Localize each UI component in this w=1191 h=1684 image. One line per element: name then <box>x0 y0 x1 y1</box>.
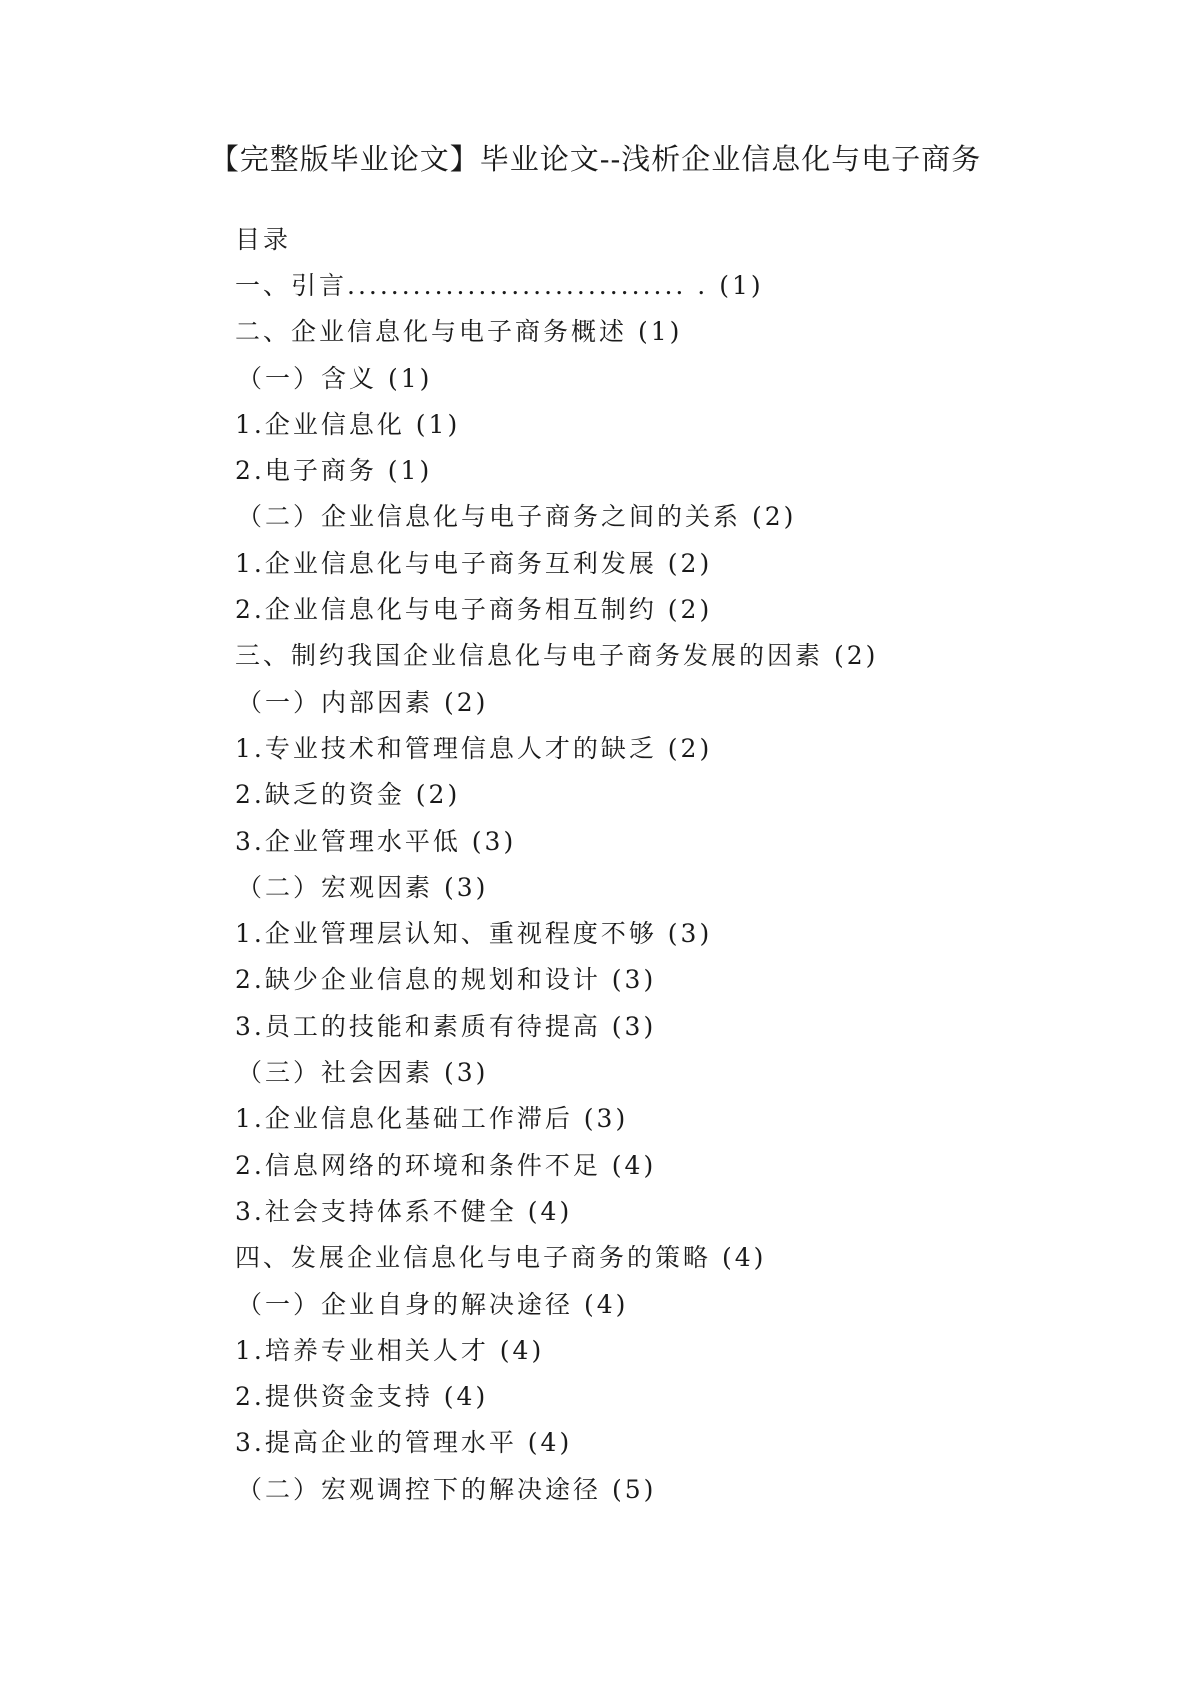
toc-entry: 1.企业信息化基础工作滞后 (3) <box>235 1104 629 1134</box>
toc-entry: 2.提供资金支持 (4) <box>235 1382 489 1412</box>
toc-heading: 目录 <box>235 225 292 254</box>
toc-entry: 2.电子商务 (1) <box>235 456 433 486</box>
toc-entry: （一）含义 (1) <box>237 363 433 393</box>
table-of-contents <box>235 217 1115 1513</box>
toc-entry: （二）宏观因素 (3) <box>237 872 489 902</box>
toc-entry: 二、企业信息化与电子商务概述 (1) <box>235 317 683 347</box>
toc-entry: 3.企业管理水平低 (3) <box>235 826 517 856</box>
toc-entry: （二）宏观调控下的解决途径 (5) <box>237 1474 657 1504</box>
toc-entry: 1.专业技术和管理信息人才的缺乏 (2) <box>235 733 713 763</box>
toc-entry: 2.缺少企业信息的规划和设计 (3) <box>235 965 657 995</box>
toc-entry: 3.提高企业的管理水平 (4) <box>235 1428 573 1458</box>
toc-entry: 1.企业信息化与电子商务互利发展 (2) <box>235 548 713 578</box>
toc-entry: （三）社会因素 (3) <box>237 1058 489 1088</box>
toc-entry: 2.信息网络的环境和条件不足 (4) <box>235 1150 657 1180</box>
toc-entry: 2.企业信息化与电子商务相互制约 (2) <box>235 595 713 625</box>
toc-entry: 2.缺乏的资金 (2) <box>235 780 461 810</box>
toc-entry: （一）内部因素 (2) <box>237 687 489 717</box>
toc-entry: 三、制约我国企业信息化与电子商务发展的因素 (2) <box>235 641 879 671</box>
toc-entry: （一）企业自身的解决途径 (4) <box>237 1289 629 1319</box>
toc-entry: 1.企业管理层认知、重视程度不够 (3) <box>235 919 713 949</box>
toc-entry: 1.培养专业相关人才 (4) <box>235 1335 545 1365</box>
toc-entry: 3.员工的技能和素质有待提高 (3) <box>235 1011 657 1041</box>
toc-entry: 3.社会支持体系不健全 (4) <box>235 1196 573 1226</box>
toc-entry: 四、发展企业信息化与电子商务的策略 (4) <box>235 1243 767 1273</box>
toc-entry: 1.企业信息化 (1) <box>235 409 461 439</box>
toc-list <box>235 263 1115 1513</box>
document-title: 【完整版毕业论文】毕业论文--浅析企业信息化与电子商务 <box>209 142 982 176</box>
toc-entry: （二）企业信息化与电子商务之间的关系 (2) <box>237 502 797 532</box>
toc-entry: 一、引言............................... . (1) <box>235 271 764 300</box>
